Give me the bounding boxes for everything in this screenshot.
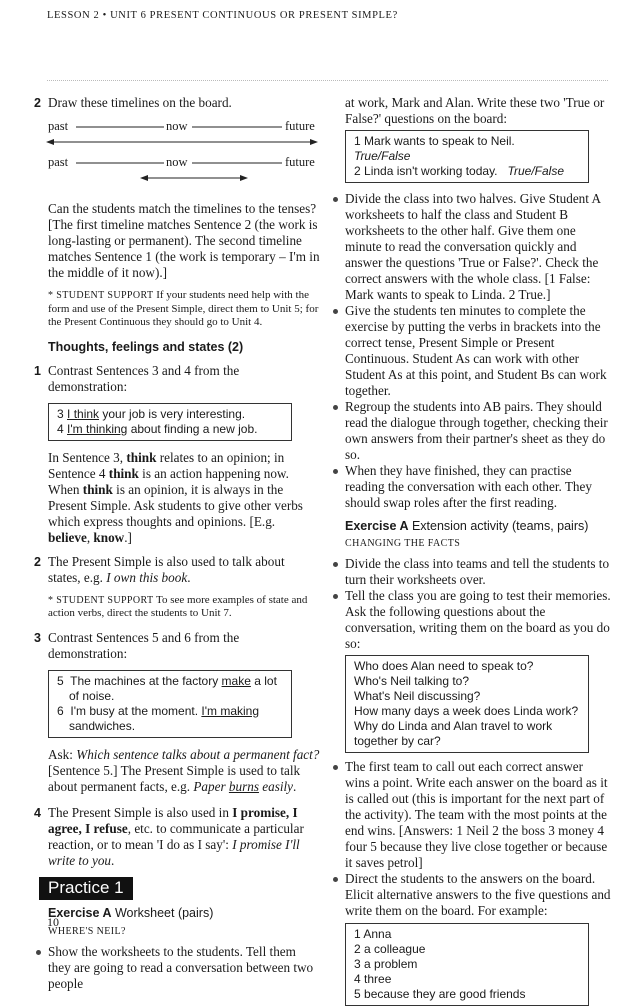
- intro-paragraph: at work, Mark and Alan. Write these two 'True or False?' questions on the board:: [345, 95, 605, 126]
- item-text: Draw these timelines on the board.: [48, 95, 232, 110]
- question-line: What's Neil discussing?: [354, 689, 481, 703]
- item-3-contrast: 3 Contrast Sentences 5 and 6 from the demonstration:: [34, 629, 240, 661]
- answer-line: 4 three: [354, 972, 392, 986]
- tf-question-2: 2 Linda isn't working today. True/False: [354, 164, 564, 178]
- extension-heading: Exercise A Extension activity (teams, pairs): [345, 519, 589, 533]
- timeline1-arrowhead-left: [46, 139, 54, 145]
- item-text: Contrast Sentences 3 and 4 from the demonstration:: [48, 362, 240, 394]
- bullet-direct-students: Direct the students to the answers on the board. Elicit alternative answers to the five questions and write them on the board. For example:: [331, 871, 611, 919]
- sentence-3: 3 I think your job is very interesting.: [57, 406, 246, 421]
- question-line: Who's Neil talking to?: [354, 674, 470, 688]
- student-support-2: [34, 594, 320, 621]
- support-label: * STUDENT SUPPORT: [48, 290, 154, 301]
- thoughts-heading: Thoughts, feelings and states (2): [48, 339, 244, 354]
- timeline2-now-label: now: [166, 155, 188, 169]
- support-text: If your students need help with the form and use of the Present Simple, direct them to Unit 5; for the Present Continuous they should go to Unit 4.: [48, 289, 319, 328]
- item-2-states: 2 The Present Simple is also used to talk about states, e.g. I own this book.: [34, 553, 285, 585]
- timeline1-now-label: now: [166, 119, 188, 133]
- answers-box: [345, 923, 589, 1006]
- timeline1-arrowhead-right: [310, 139, 318, 145]
- timeline2-past-label: past: [48, 155, 69, 169]
- timeline2-future-label: future: [285, 155, 315, 169]
- sentence-5: 5 The machines at the factory make a lot of noise.: [57, 673, 277, 703]
- item-number: 1: [34, 363, 41, 378]
- bullet-first-team: The first team to call out each correct answer wins a point. Write each answer on the board as it is called out (this is important for the next part of the activity). The team with the most points at the end wins. [Answers: 1 Neil 2 the boss 3 money 4 four 5 because they live close together or because it saves petrol]: [331, 759, 611, 871]
- bullet-regroup: Regroup the students into AB pairs. They should read the dialogue through together, checking their own answers from their partner's sheet as they do so.: [331, 399, 611, 463]
- sentence-6: 6 I'm busy at the moment. I'm making sandwiches.: [57, 703, 260, 733]
- question-line: How many days a week does Linda work?: [354, 704, 579, 718]
- exercise-a-heading: Exercise A Worksheet (pairs): [48, 905, 214, 920]
- bullet-ten-minutes: Give the students ten minutes to complete the exercise by putting the verbs in brackets into the correct tense, Present Simple or Present Continuous. Student As can work with other Student As at this point, and Student Bs can work together.: [331, 303, 611, 399]
- answer-line: 1 Anna: [354, 927, 392, 941]
- answer-line: 2 a colleague: [354, 942, 426, 956]
- item-number: 4: [34, 805, 41, 820]
- running-header: LESSON 2 • UNIT 6 PRESENT CONTINUOUS OR PRESENT SIMPLE?: [47, 10, 398, 21]
- item-2-timelines: [34, 95, 320, 111]
- wheres-neil-subheading: WHERE'S NEIL?: [48, 925, 126, 937]
- item-number: 2: [34, 96, 41, 110]
- question-line: Who does Alan need to speak to?: [354, 659, 534, 673]
- bullet-divide-teams: Divide the class into teams and tell the students to turn their worksheets over.: [331, 556, 611, 588]
- bullet-test-memories: Tell the class you are going to test their memories. Ask the following questions about the conversation, writing them on the board as you do so:: [331, 588, 611, 652]
- sentence-4: 4 I'm thinking about finding a new job.: [57, 421, 258, 436]
- questions-box: [345, 655, 589, 753]
- practice-banner: [34, 877, 320, 900]
- question-line: together by car?: [354, 734, 441, 748]
- item-number: 3: [34, 630, 41, 645]
- changing-facts-subheading: CHANGING THE FACTS: [345, 538, 461, 549]
- support-label: * STUDENT SUPPORT: [48, 594, 154, 606]
- item-4-promise: 4 The Present Simple is also used in I promise, I agree, I refuse, etc. to communicate a particular reaction, or to mean 'I do as I say': I promise I'll write to you.: [34, 804, 304, 868]
- page-number: 10: [47, 915, 59, 929]
- bullet-divide-class: Divide the class into two halves. Give Student A worksheets to half the class and Student B worksheets to the other half. Give them one minute to read the conversation quickly and answer the questions 'True or False?'. Check the correct answers with the whole class. [1 False: Mark wants to speak to Linda. 2 True.]: [331, 191, 611, 303]
- answer-line: 3 a problem: [354, 957, 418, 971]
- item-number: 2: [34, 554, 41, 569]
- timeline1-past-label: past: [48, 119, 69, 133]
- timeline2-arrowhead-right: [240, 175, 248, 181]
- bullet-practise-reading: When they have finished, they can practise reading the conversation with each other. They should swap roles after the first reading.: [331, 463, 611, 511]
- student-support-1: [34, 289, 320, 330]
- timeline1-future-label: future: [285, 119, 315, 133]
- tf-question-1: 1 Mark wants to speak to Neil. True/False: [354, 134, 515, 163]
- ask-paragraph: Ask: Which sentence talks about a permanent fact? [Sentence 5.] The Present Simple is used to talk about permanent facts, e.g. Paper burns easily.: [48, 746, 320, 794]
- timeline2-arrowhead-left: [140, 175, 148, 181]
- item-1-contrast: [34, 363, 320, 395]
- header-divider: [47, 80, 608, 81]
- practice-1-label: Practice 1: [39, 877, 133, 900]
- answer-line: 5 because they are good friends: [354, 987, 526, 1001]
- match-paragraph: Can the students match the timelines to the tenses? [The first timeline matches Sentence 2 (the work is long-lasting or permanent). The second timeline matches Sentence 1 (the work is temporary – I'm in the middle of it now).]: [48, 201, 320, 280]
- true-false-box: [345, 130, 589, 183]
- sentences-5-6-box: [48, 670, 292, 738]
- left-column: [34, 95, 320, 992]
- question-line: Why do Linda and Alan travel to work: [354, 719, 553, 733]
- timeline-diagram: [34, 117, 320, 187]
- sentences-3-4-box: [48, 403, 292, 441]
- bullet-show-worksheets: Show the worksheets to the students. Tell them they are going to read a conversation between two people: [34, 944, 320, 992]
- support-text: To see more examples of state and action verbs, direct the students to Unit 7.: [48, 593, 308, 619]
- think-paragraph: In Sentence 3, think relates to an opinion; in Sentence 4 think is an action happening now. When think is an opinion, it is always in the Present Simple. Ask students to give other verbs which express thoughts and opinions. [E.g. believe, know.]: [48, 449, 303, 545]
- right-column: [331, 95, 611, 1006]
